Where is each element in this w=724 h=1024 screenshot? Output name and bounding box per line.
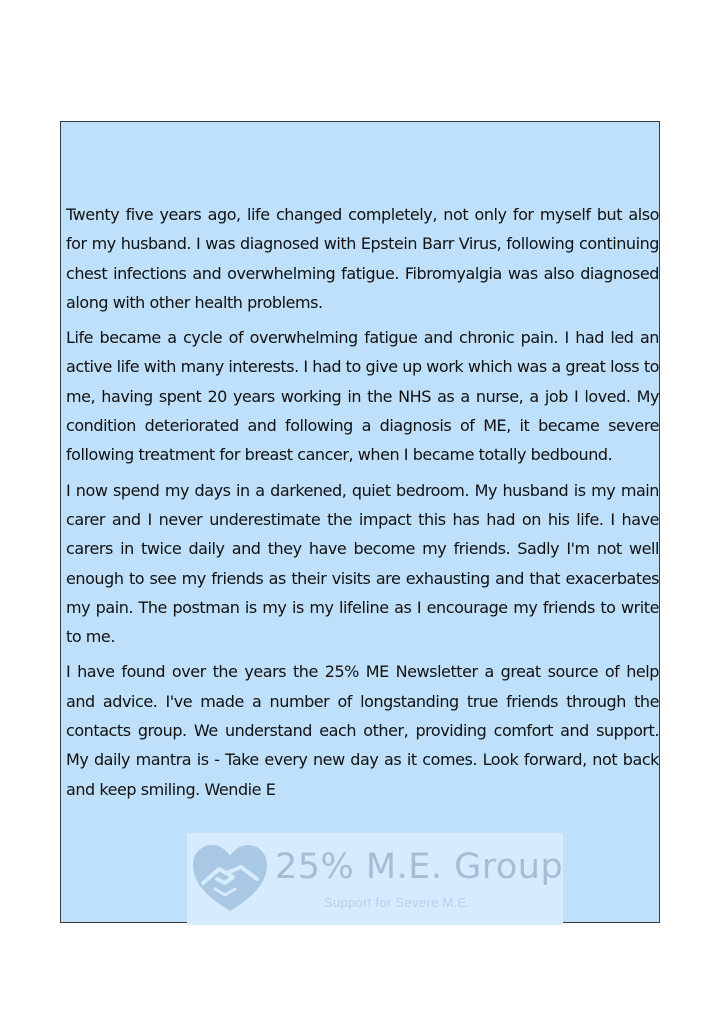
content-panel — [60, 121, 660, 923]
paragraph-2: Life became a cycle of overwhelming fatigue and chronic pain. I had led an active life with many interests. I had to give up work which was a great loss to me, having spent 20 years working in the NHS as a nurse, a job I loved. My condition deteriorated and following a diagnosis of ME, it became severe following treatment for breast cancer, when I became totally bedbound. — [66, 328, 659, 465]
paragraph-1: Twenty five years ago, life changed completely, not only for myself but also for my husband. I was diagnosed with Epstein Barr Virus, following continuing chest infections and overwhelming fatigue. Fibromyalgia was also diagnosed along with other health problems. — [66, 205, 659, 312]
group-logo — [187, 833, 563, 925]
logo-title: 25% M.E. Group — [275, 847, 564, 887]
paragraph-3: I now spend my days in a darkened, quiet bedroom. My husband is my main carer and I never underestimate the impact this has had on his life. I have carers in twice daily and they have become my friends. Sadly I'm not well enough to see my friends as their visits are exhausting and that exacerbates my pain. The postman is my is my lifeline as I encourage my friends to write to me. — [66, 480, 659, 647]
hands-heart-icon — [189, 839, 271, 921]
letter-text — [66, 200, 659, 810]
paragraph-4: I have found over the years the 25% ME Newsletter a great source of help and advice. I've made a number of longstanding true friends through the contacts group. We understand each other, providing comfort and support. My daily mantra is - Take every new day as it comes. Look forward, not back and keep smiling. Wendie E — [66, 662, 659, 799]
logo-tagline: Support for Severe M.E. — [324, 895, 471, 910]
